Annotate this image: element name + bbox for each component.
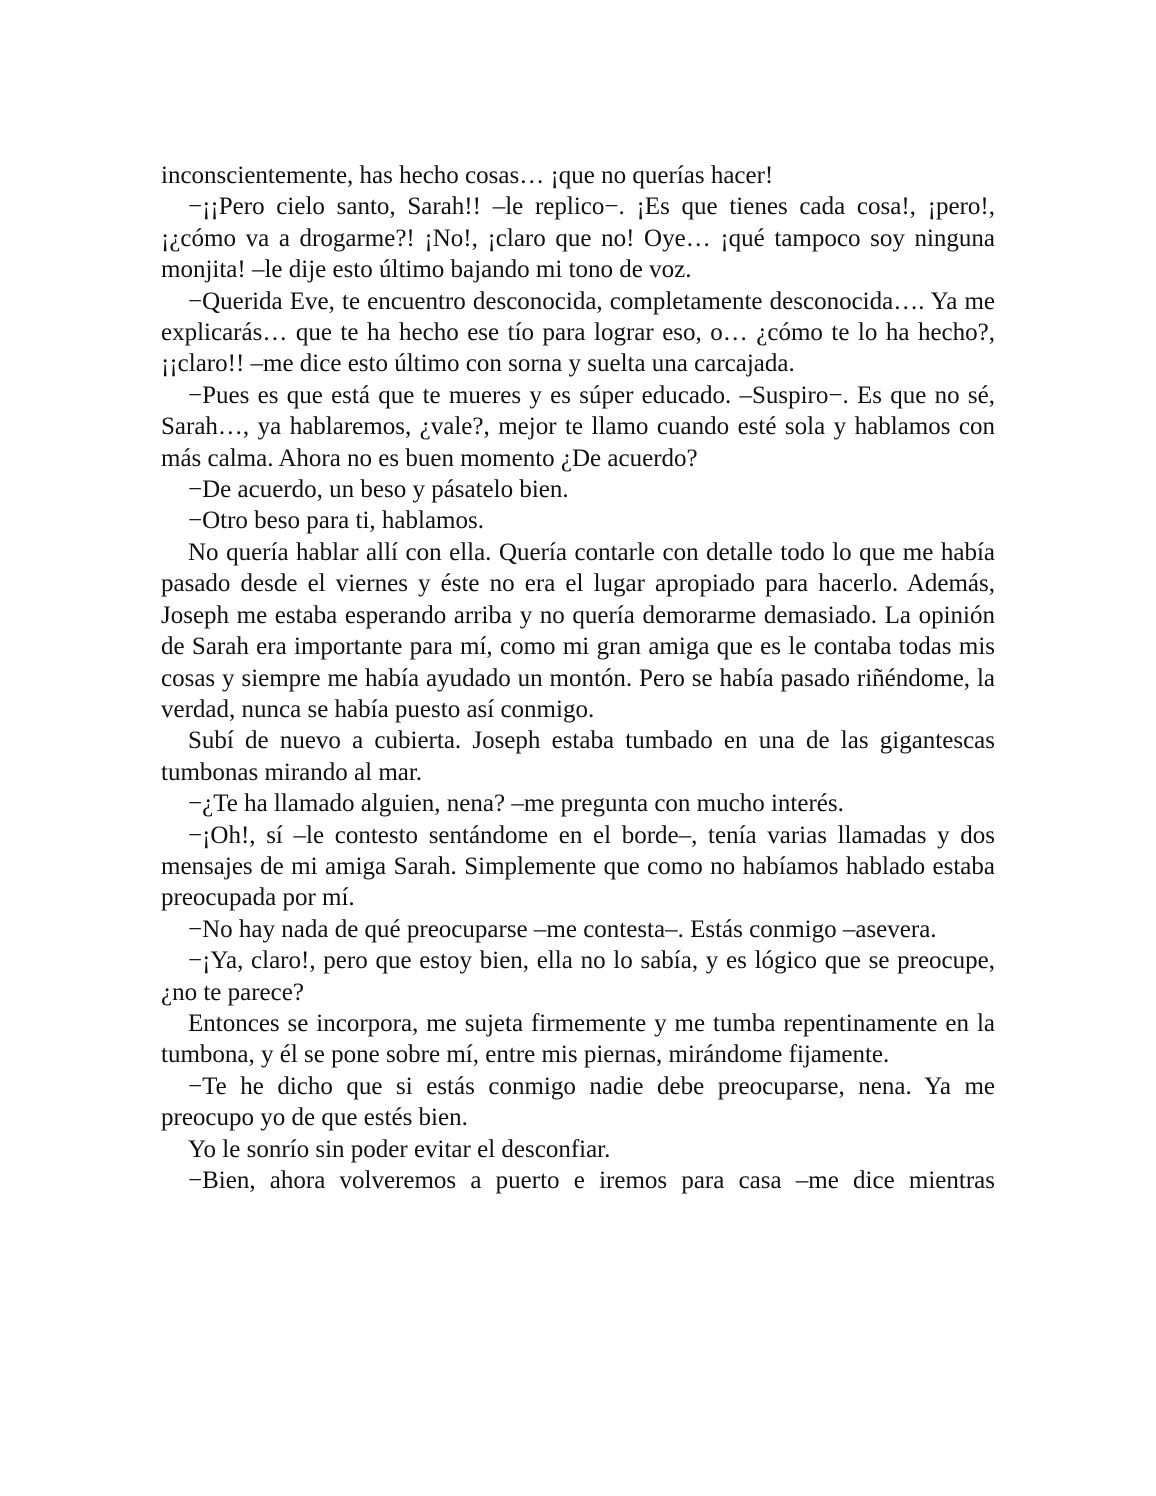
paragraph-continuation: inconscientemente, has hecho cosas… ¡que no querías hacer! — [161, 162, 774, 189]
paragraph-dialogue: −Otro beso para ti, hablamos. — [188, 507, 484, 535]
paragraph-narration: Yo le sonrío sin poder evitar el desconfiar. — [188, 1135, 611, 1163]
paragraph-dialogue: −Querida Eve, te encuentro desconocida, completamente desconocida…. Ya me explicarás… que te ha hecho ese tío para lograr eso, o… ¿cómo te lo ha hecho?, ¡¡claro!! –me dice esto último con sorna y suelta una carcajada. — [161, 287, 995, 378]
paragraph-dialogue: −No hay nada de qué preocuparse –me contesta–. Estás conmigo –asevera. — [188, 915, 937, 943]
paragraph-dialogue: −De acuerdo, un beso y pásatelo bien. — [188, 476, 569, 504]
paragraph-dialogue: −¡Ya, claro!, pero que estoy bien, ella no lo sabía, y es lógico que se preocupe, ¿no te parece? — [161, 947, 995, 1006]
paragraph-dialogue: −Te he dicho que si estás conmigo nadie debe preocuparse, nena. Ya me preocupo yo de que estés bien. — [161, 1072, 995, 1132]
body-text — [161, 160, 995, 1196]
paragraph-narration: Entonces se incorpora, me sujeta firmemente y me tumba repentinamente en la tumbona, y él se pone sobre mí, entre mis piernas, mirándome fijamente. — [161, 1009, 995, 1069]
paragraph-dialogue: −Pues es que está que te mueres y es súper educado. –Suspiro−. Es que no sé, Sarah…, ya hablaremos, ¿vale?, mejor te llamo cuando esté sola y hablamos con más calma. Ahora no es buen momento ¿De acuerdo? — [161, 381, 995, 472]
paragraph-narration: No quería hablar allí con ella. Quería contarle con detalle todo lo que me había pasado desde el viernes y éste no era el lugar apropiado para hacerlo. Además, Joseph me estaba esperando arriba y no quería demorarme demasiado. La opinión de Sarah era importante para mí, como mi gran amiga que es le contaba todas mis cosas y siempre me había ayudado un montón. Pero se había pasado riñéndome, la verdad, nunca se había puesto así conmigo. — [161, 538, 995, 723]
paragraph-dialogue: −Bien, ahora volveremos a puerto e iremos para casa –me dice mientras — [188, 1167, 995, 1194]
paragraph-dialogue: −¿Te ha llamado alguien, nena? –me pregunta con mucho interés. — [188, 790, 844, 818]
paragraph-narration: Subí de nuevo a cubierta. Joseph estaba tumbado en una de las gigantescas tumbonas mirando al mar. — [161, 727, 995, 786]
paragraph-dialogue: −¡¡Pero cielo santo, Sarah!! –le replico−. ¡Es que tienes cada cosa!, ¡pero!, ¡¿cómo va a drogarme?! ¡No!, ¡claro que no! Oye… ¡qué tampoco soy ninguna monjita! –le dije esto último bajando mi tono de voz. — [161, 193, 995, 284]
paragraph-dialogue: −¡Oh!, sí –le contesto sentándome en el borde–, tenía varias llamadas y dos mensajes de mi amiga Sarah. Simplemente que como no habíamos hablado estaba preocupada por mí. — [161, 821, 995, 912]
